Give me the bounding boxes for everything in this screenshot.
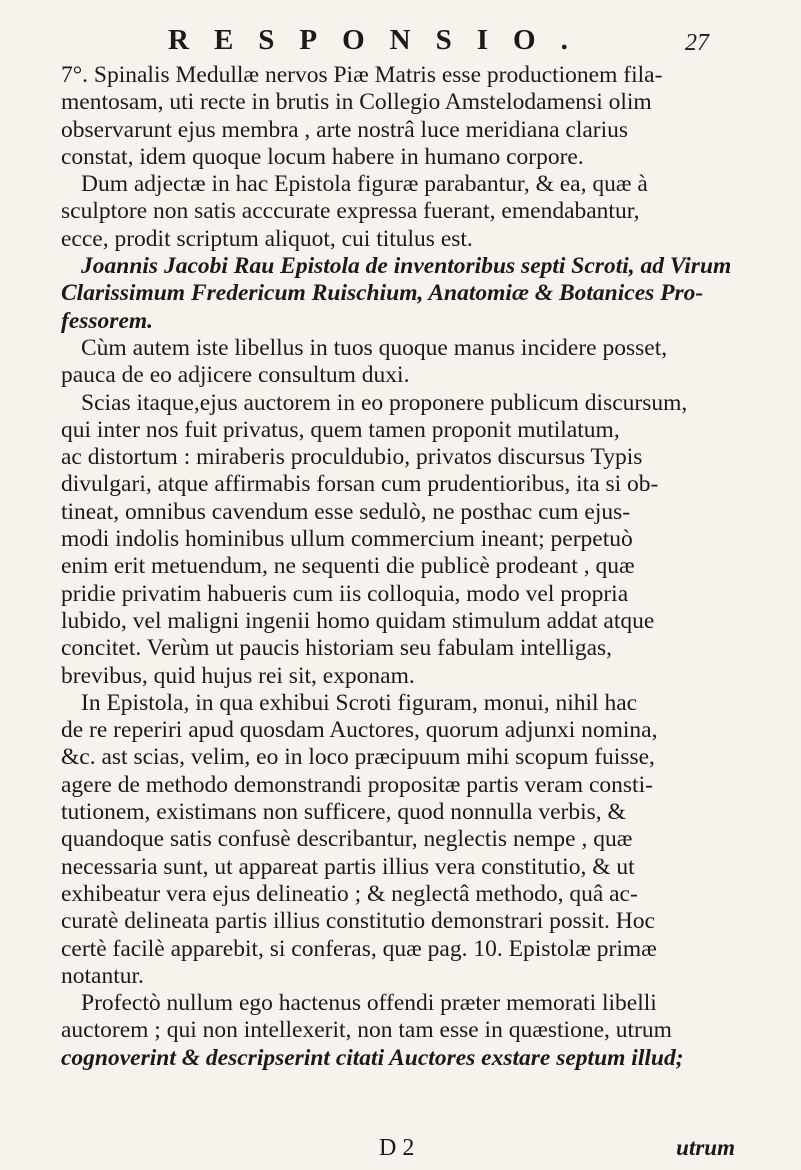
text-line: qui inter nos fuit privatus, quem tamen proponit mutilatum, (61, 416, 620, 443)
text-line: pridie privatim habueris cum iis colloquia, modo vel propria (61, 580, 629, 607)
text-line: necessaria sunt, ut appareat partis illius vera constitutio, & ut (61, 853, 635, 880)
text-line: sculptore non satis acccurate expressa fuerant, emendabantur, (61, 198, 640, 225)
text-line: brevibus, quid hujus rei sit, exponam. (61, 662, 415, 689)
cited-title-line: Clarissimum Fredericum Ruischium, Anatomiæ & Botanices Pro- (61, 280, 704, 307)
text-line: tutionem, existimans non sufficere, quod nonnulla verbis, & (61, 799, 626, 826)
running-title: RESPONSIO. (168, 24, 593, 56)
text-line: 7°. Spinalis Medullæ nervos Piæ Matris esse productionem fila- (61, 62, 663, 88)
text-line: divulgari, atque affirmabis forsan cum prudentioribus, ita si ob- (61, 471, 659, 498)
text-line: In Epistola, in qua exhibui Scroti figuram, monui, nihil hac (81, 689, 638, 716)
cited-title-line: Joannis Jacobi Rau Epistola de inventoribus septi Scroti, ad Virum (81, 253, 732, 280)
text-line: ecce, prodit scriptum aliquot, cui titulus est. (61, 225, 473, 252)
text-line: certè facilè apparebit, si conferas, quæ pag. 10. Epistolæ primæ (61, 935, 657, 962)
text-line: mentosam, uti recte in brutis in Collegio Amstelodamensi olim (61, 89, 652, 116)
text-line: Dum adjectæ in hac Epistola figuræ parabantur, & ea, quæ à (81, 171, 648, 198)
page-number: 27 (685, 30, 709, 56)
text-line: modi indolis hominibus ullum commercium ineant; perpetuò (61, 526, 633, 553)
page-header (0, 24, 801, 54)
text-line: notantur. (61, 962, 144, 989)
body-text (61, 62, 732, 1072)
text-line: constat, idem quoque locum habere in humano corpore. (61, 143, 584, 170)
text-line: &c. ast scias, velim, eo in loco præcipuum mihi scopum fuisse, (61, 744, 655, 771)
text-line: Scias itaque,ejus auctorem in eo proponere publicum discursum, (81, 389, 688, 416)
text-line: lubido, vel maligni ingenii homo quidam stimulum addat atque (61, 607, 655, 634)
page-footer (0, 1135, 801, 1165)
text-line: observarunt ejus membra , arte nostrâ luce meridiana clarius (61, 116, 629, 143)
text-line: auctorem ; qui non intellexerit, non tam esse in quæstione, utrum (61, 1017, 672, 1044)
text-line: exhibeatur vera ejus delineatio ; & neglectâ methodo, quâ ac- (61, 880, 638, 907)
text-line: tineat, omnibus cavendum esse sedulò, ne posthac cum ejus- (61, 498, 631, 525)
text-line: agere de methodo demonstrandi propositæ partis veram consti- (61, 771, 653, 798)
text-line: ac distortum : miraberis proculdubio, privatos discursus Typis (61, 444, 643, 471)
text-line: cognoverint & descripserint citati Auctores exstare septum illud; (61, 1044, 684, 1071)
text-line: Cùm autem iste libellus in tuos quoque manus incidere posset, (81, 334, 668, 361)
text-line: curatè delineata partis illius constitutio demonstrari possit. Hoc (61, 908, 655, 935)
catchword: utrum (676, 1135, 735, 1160)
text-line: concitet. Verùm ut paucis historiam seu fabulam intelligas, (61, 635, 613, 662)
text-line: de re reperiri apud quosdam Auctores, quorum adjunxi nomina, (61, 717, 658, 744)
signature-mark: D 2 (379, 1135, 415, 1161)
text-line: enim erit metuendum, ne sequenti die publicè prodeant , quæ (61, 553, 635, 580)
cited-title-line: fessorem. (61, 307, 154, 334)
text-line: Profectò nullum ego hactenus offendi præter memorati libelli (81, 990, 657, 1017)
text-line: quandoque satis confusè describantur, neglectis nempe , quæ (61, 826, 633, 853)
text-line: pauca de eo adjicere consultum duxi. (61, 362, 410, 389)
